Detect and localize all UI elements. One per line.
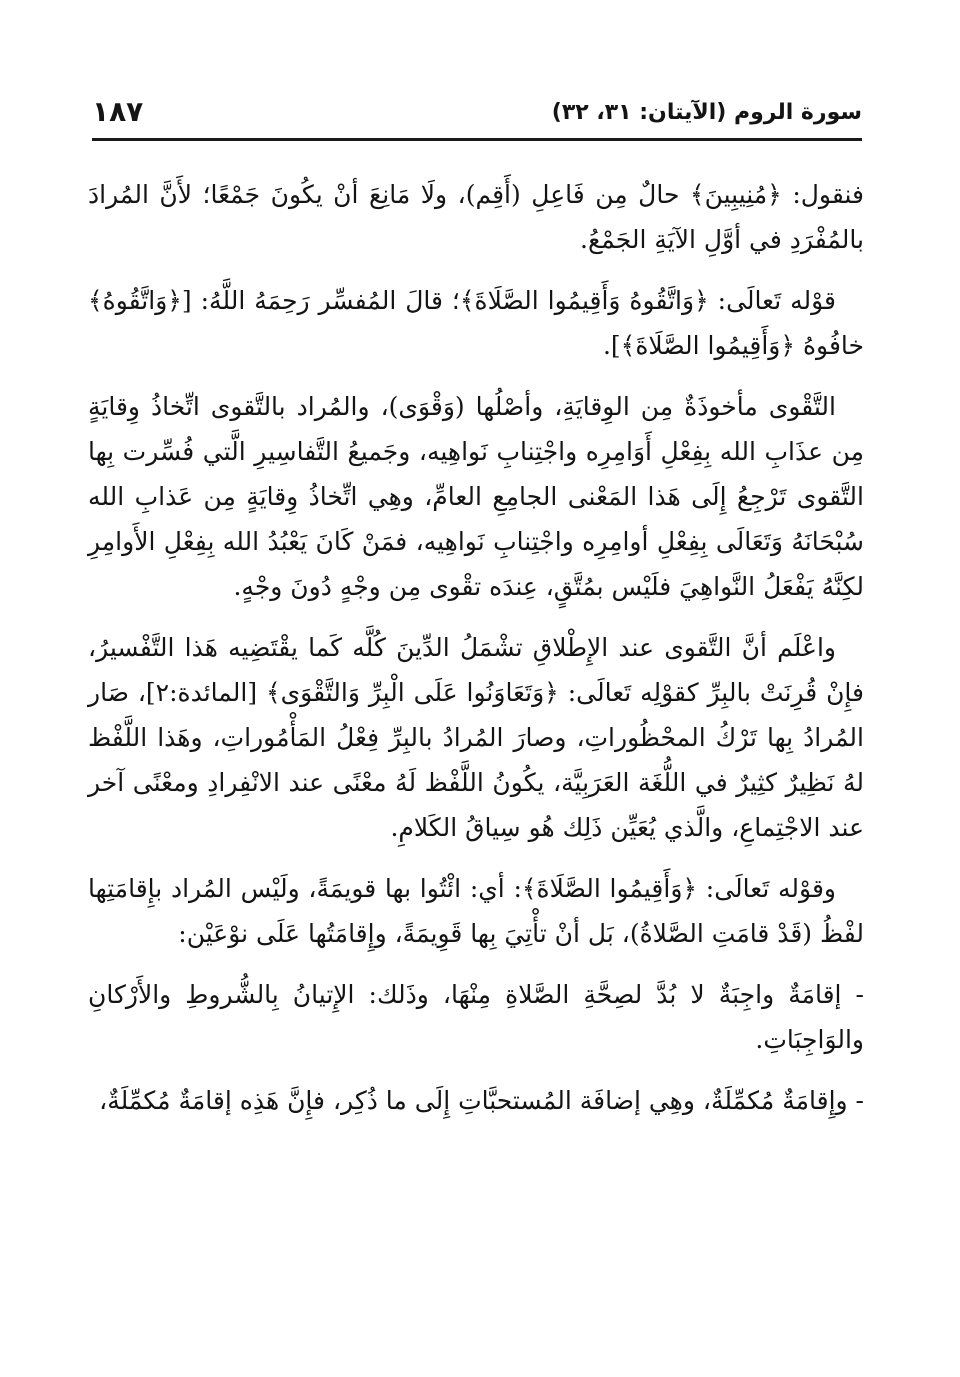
list-item-1: - إقامَةٌ واجِبَةٌ لا بُدَّ لصِحَّةِ الصَّلاةِ مِنْهَا، وذَلك: الإِتيانُ بِالشُّروطِ والأَرْكانِ والوَاجِبَاتِ. [88, 980, 864, 1054]
paragraph-2: قوْله تَعالَى: ﴿وَاتَّقُوهُ وَأَقِيمُوا الصَّلَاةَ﴾؛ قالَ المُفسِّر رَحِمَهُ اللَّهُ: [﴿وَاتَّقُوهُ﴾ خافُوهُ ﴿وَأَقِيمُوا الصَّلَاةَ﴾]. [88, 286, 864, 360]
header-divider [92, 138, 862, 141]
surah-title: سورة الروم (الآيتان: ٣١، ٣٢) [551, 100, 862, 125]
page-header [92, 96, 862, 136]
list-item-2: - وإِقامَةٌ مُكمِّلَةٌ، وهِي إضافَة المُستحبَّاتِ إِلَى ما ذُكِر، فإِنَّ هَذِه إقامَةٌ مُكمِّلَةٌ، [99, 1086, 864, 1115]
paragraph-4: واعْلَم أنَّ التَّقوى عند الإِطْلاقِ تشْمَلُ الدِّينَ كُلَّه كَما يقْتَضِيه هَذا التَّفْسيرُ، فإِنْ قُرِنَتْ بالبِرِّ كقوْلِه تَعالَى: ﴿وَتَعَاوَنُوا عَلَى الْبِرِّ وَالتَّقْوَى﴾ [المائدة:٢]، صَار المُرادُ بِها تَرْكُ المحْظُوراتِ، وصارَ المُرادُ بالبِرِّ فِعْلُ المَأْمُوراتِ، وهَذا اللَّفْظ لهُ نَظِيرٌ كثِيرٌ في اللُّغَة العَرَبِيَّة، يكُونُ اللَّفْظ لَهُ معْنًى عند الانْفِرادِ ومعْنًى آخر عند الاجْتِماعِ، والَّذي يُعَيِّن ذَلِك هُو سِياقُ الكَلامِ. [88, 633, 864, 842]
paragraph-5: وقوْله تَعالَى: ﴿وَأَقِيمُوا الصَّلَاةَ﴾: أي: ائْتُوا بها قويمَةً، ولَيْس المُراد بإِقامَتِها لفْظُ (قَدْ قامَتِ الصَّلاةُ)، بَل أنْ تأْتِيَ بِها قَوِيمَةً، وإِقامَتُها عَلَى نوْعَيْن: [88, 874, 864, 948]
page-body [88, 172, 864, 1139]
paragraph-3: التَّقْوى مأخوذَةٌ مِن الوِقايَةِ، وأصْلُها (وَقْوَى)، والمُراد بالتَّقوى اتِّخاذُ وِقايَةٍ مِن عذَابِ الله بِفِعْلِ أَوَامِرِه واجْتِنابِ نَواهِيه، وجَميعُ التَّفاسِيرِ الَّتي فُسِّرت بِها التَّقوى تَرْجِعُ إِلَى هَذا المَعْنى الجامِعِ العامِّ، وهِي اتِّخاذُ وِقايَةٍ مِن عَذابِ الله سُبْحَانَهُ وَتَعَالَى بِفِعْلِ أوامِرِه واجْتِنابِ نَواهِيه، فمَنْ كَانَ يَعْبُدُ الله بِفِعْلِ الأَوامِرِ لكِنَّهُ يَفْعَلُ النَّواهِيَ فلَيْس بمُتَّقٍ، عِندَه تقْوى مِن وجْهٍ دُونَ وجْهٍ. [88, 392, 864, 601]
page-number: ١٨٧ [92, 95, 144, 128]
paragraph-1: فنقول: ﴿مُنِيبِينَ﴾ حالٌ مِن فَاعِلِ (أَقِم)، ولَا مَانِعَ أنْ يكُونَ جَمْعًا؛ لأَنَّ المُرادَ بالمُفْرَدِ في أوَّلِ الآيَةِ الجَمْعُ. [88, 180, 864, 254]
